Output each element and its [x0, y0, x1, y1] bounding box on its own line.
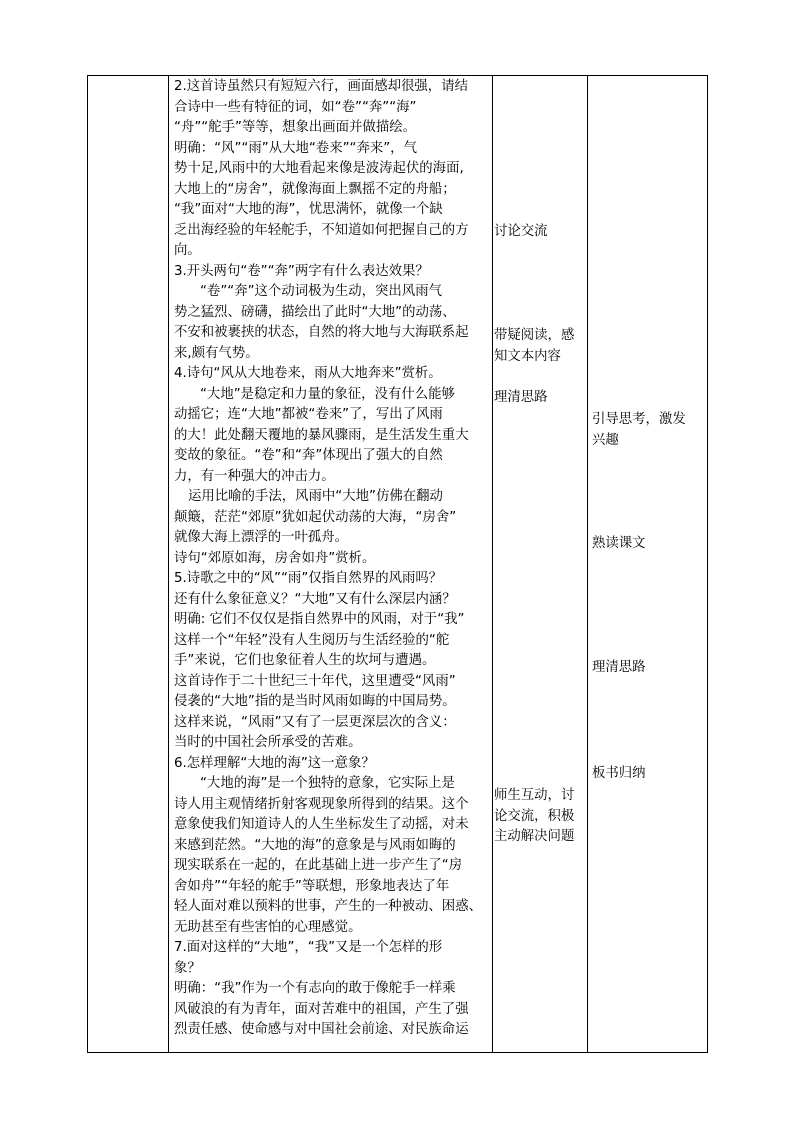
question-heading: 4.诗句“风从大地卷来，雨从大地奔来”赏析。: [174, 366, 442, 381]
content-line: 向。: [174, 243, 201, 258]
activity-label: 知文本内容: [494, 348, 561, 364]
activity-label: 论交流，积极: [494, 808, 575, 824]
activity-label: 主动解决问题: [494, 829, 575, 844]
content-line: 明确: 它们不仅仅是指自然界中的风雨，对于“我”: [174, 612, 465, 627]
activity-label: 带疑阅读，感: [494, 328, 575, 343]
content-line: 这首诗作于二十世纪三十年代，这里遭受“风雨”: [174, 673, 456, 689]
content-line: 势之猛烈、磅礴，描绘出了此时“大地”的动荡、: [174, 304, 456, 320]
content-line: 动摇它；连“大地”都被“卷来”了，写出了风雨: [174, 407, 443, 422]
content-line: 这样来说，“风雨”又有了一层更深层次的含义：: [174, 714, 456, 730]
question-heading: 6.怎样理解“大地的海”这一意象？: [174, 755, 375, 771]
content-line: 势十足,风雨中的大地看起来像是波涛起伏的海面,: [174, 161, 464, 176]
question-heading: 7.面对这样的“大地”，“我”又是一个怎样的形: [174, 940, 443, 955]
activity-interact: [494, 786, 586, 848]
content-line: “大地”是稳定和力量的象征，没有什么能够: [200, 386, 455, 402]
content-line: 2.这首诗虽然只有短短六行，画面感却很强，请结: [174, 79, 468, 94]
content-line: 当时的中国社会所承受的苦难。: [174, 735, 362, 750]
aim-label: 引导思考，激发: [592, 412, 686, 427]
aim-label: 兴趣: [592, 432, 619, 448]
activity-label: 讨论交流: [494, 224, 548, 239]
content-line: 手”来说，它们也象征着人生的坎坷与遭遇。: [174, 653, 436, 668]
content-line: 力，有一种强大的冲击力。: [174, 468, 335, 484]
content-line: 无助甚至有些害怕的心理感觉。: [174, 919, 362, 935]
content-line: 风破浪的有为青年，面对苦难中的祖国，产生了强: [174, 1001, 469, 1017]
content-line: 来,颇有气势。: [174, 345, 259, 361]
content-line: 大地上的“房舍”，就像海面上飘摇不定的舟船；: [174, 181, 456, 197]
aim-label: 熟读课文: [592, 536, 646, 551]
activity-read: [494, 326, 586, 367]
content-line: 的大！此处翻天覆地的暴风骤雨，是生活发生重大: [174, 427, 469, 443]
content-line: 烈责任感、使命感与对中国社会前途、对民族命运: [174, 1022, 469, 1037]
question-heading: 3.开头两句“卷”“奔”两字有什么表达效果？: [174, 263, 429, 279]
question-heading: 5.诗歌之中的“风”“雨”仅指自然界的风雨吗？: [174, 571, 443, 586]
content-line: “卷”“奔”这个动词极为生动，突出风雨气: [200, 284, 442, 299]
content-line: 明确：“风”“雨”从大地“卷来”“奔来”，气: [174, 140, 417, 156]
content-line: 象？: [174, 960, 201, 976]
column-divider-3: [587, 76, 588, 1052]
activity-outline: [494, 388, 586, 409]
content-line: “我”面对“大地的海”，忧思满怀，就像一个缺: [174, 202, 443, 217]
aim-guide: [592, 410, 704, 451]
content-line: 舍如舟”“年轻的舵手”等联想，形象地表达了年: [174, 878, 450, 894]
content-line: 就像大海上漂浮的一叶孤舟。: [174, 530, 349, 545]
content-line: 不安和被裹挟的状态，自然的将大地与大海联系起: [174, 325, 469, 340]
content-line: 侵袭的“大地”指的是当时风雨如晦的中国局势。: [174, 694, 456, 709]
aim-read: [592, 534, 704, 555]
aim-board: [592, 764, 704, 785]
content-line: 变故的象征。“卷”和“奔”体现出了强大的自然: [174, 448, 443, 463]
content-line: 诗句“郊原如海，房舍如舟”赏析。: [174, 550, 376, 566]
content-line: 乏出海经验的年轻舵手，不知道如何把握自己的方: [174, 222, 469, 238]
content-line: “舟”“舵手”等等，想象出画面并做描绘。: [174, 120, 416, 135]
content-line: 合诗中一些有特征的词，如“卷”“奔”“海”: [174, 99, 417, 115]
content-line: 明确：“我”作为一个有志向的敢于像舵手一样乘: [174, 981, 456, 996]
column-divider-1: [168, 76, 169, 1052]
activity-discuss: [494, 222, 586, 243]
content-line: 运用比喻的手法，风雨中“大地”仿佛在翻动: [188, 489, 443, 504]
content-line: 来感到茫然。“大地的海”的意象是与风雨如晦的: [174, 837, 456, 853]
content-line: “大地的海”是一个独特的意象，它实际上是: [200, 776, 455, 791]
activity-label: 师生互动，讨: [494, 788, 575, 803]
content-line: 轻人面对难以预料的世事，产生的一种被动、困惑、: [174, 899, 482, 914]
content-line: 颠簸，茫茫“郊原”犹如起伏动荡的大海，“房舍”: [174, 509, 457, 525]
content-line: 还有什么象征意义？“大地”又有什么深层内涵？: [174, 591, 456, 607]
aim-outline: [592, 658, 704, 679]
content-line: 诗人用主观情绪折射客观现象所得到的结果。这个: [174, 796, 469, 812]
aim-label: 板书归纳: [592, 766, 646, 781]
aim-label: 理清思路: [592, 660, 646, 675]
activity-label: 理清思路: [494, 390, 548, 405]
content-line: 现实联系在一起的，在此基础上进一步产生了“房: [174, 858, 463, 873]
content-line: 这样一个“年轻”没有人生阅历与生活经验的“舵: [174, 632, 450, 648]
content-line: 意象使我们知道诗人的人生坐标发生了动摇，对未: [174, 817, 469, 832]
